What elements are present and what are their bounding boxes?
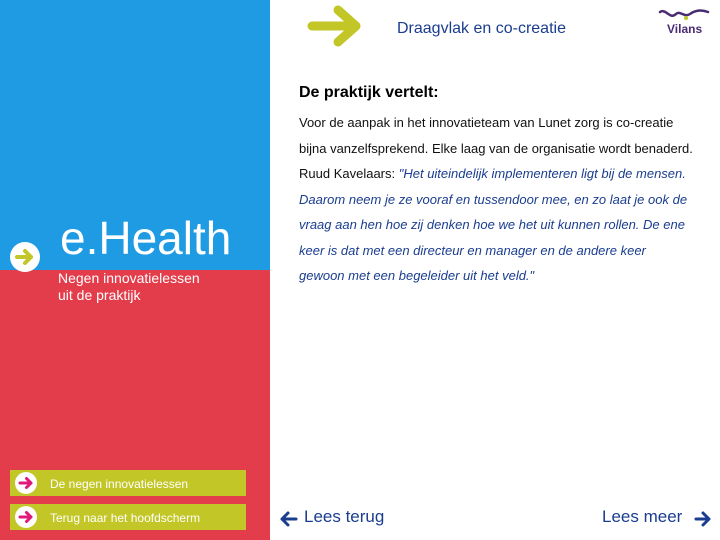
red-panel — [0, 270, 270, 540]
home-button[interactable] — [10, 504, 246, 530]
content-intro: Voor de aanpak in het innovatieteam van Lunet zorg is co-creatie bijna vanzelfsprekend. Elke laag van de organisatie wordt benaderd. Ruud Kavelaars: — [299, 115, 693, 181]
arrow-left-icon — [278, 510, 300, 528]
product-subtitle: Negen innovatielessen uit de praktijk — [58, 270, 200, 303]
lessons-button-label: De negen innovatielessen — [50, 477, 189, 491]
sidebar-arrow-icon — [10, 242, 40, 272]
lessons-button[interactable] — [10, 470, 246, 496]
lees-meer-label: Lees meer — [602, 507, 683, 526]
content-heading: De praktijk vertelt: — [299, 84, 439, 101]
home-button-label: Terug naar het hoofdscherm — [50, 511, 201, 525]
page-title: Draagvlak en co-creatie — [397, 20, 566, 37]
product-title: e.Health — [60, 212, 232, 264]
circle-arrow-right-icon — [15, 472, 37, 494]
logo-text: Vilans — [667, 22, 703, 36]
arrow-right-icon — [306, 2, 368, 55]
lees-terug-label: Lees terug — [304, 507, 385, 526]
content-quote: "Het uiteindelijk implementeren ligt bij de mensen. Daarom neem je ze vooraf en tussendoor mee, en zo laat je ook de vraag aan hen hoe zij denken hoe we het uit kunnen rollen. De ene keer is dat met een directeur en manager en de andere keer gewoon met een begeleider uit het veld." — [299, 166, 688, 283]
content-body — [299, 110, 695, 289]
arrow-right-icon — [693, 510, 713, 528]
circle-arrow-right-icon — [15, 506, 37, 528]
lees-meer-link[interactable] — [600, 506, 715, 530]
